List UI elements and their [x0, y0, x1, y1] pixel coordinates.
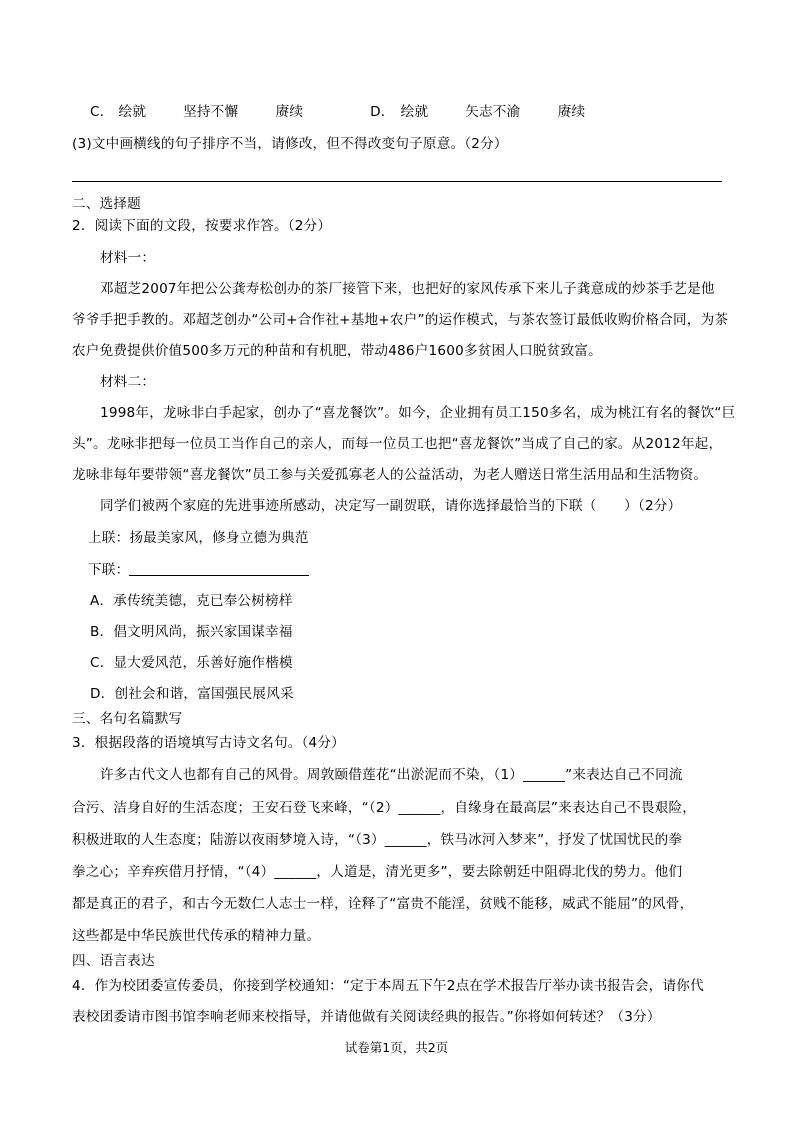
prev-options-row: [90, 102, 742, 122]
couplet-upper: 上联：扬最美家风，修身立德为典范: [88, 530, 309, 546]
material2-line-3: 龙咏非每年要带领“喜龙餐饮”员工参与关爱孤寡老人的公益活动，为老人赠送日常生活用品和生活物资。: [72, 467, 708, 483]
material2-line-2: 头”。龙咏非把每一位员工当作自己的亲人，而每一位员工也把“喜龙餐饮”当成了自己的家。从2012年起，: [72, 436, 723, 452]
option-d-word3: 赓续: [557, 104, 586, 120]
q2-option-d: D．创社会和谐，富国强民展风采: [90, 686, 294, 702]
section3-heading: 三、名句名篇默写: [72, 711, 183, 727]
material2-line-1: 1998年，龙咏非白手起家，创办了“喜龙餐饮”。如今，企业拥有员工150多名，成为桃江有名的餐饮“巨: [100, 405, 736, 421]
couplet-lower: [88, 559, 740, 580]
option-d-word2: 矢志不渝: [465, 104, 521, 120]
material2-label: 材料二：: [100, 374, 156, 390]
material1-line-3: 农户免费提供价值500多万元的种苗和有机肥，带动486户1600多贫困人口脱贫致富。: [72, 343, 602, 359]
option-d-letter: D．: [370, 104, 395, 120]
q3-passage-line-5: 都是真正的君子，和古今无数仁人志士一样，诠释了“富贵不能淫，贫贱不能移，威武不能屈”的风骨，: [72, 896, 694, 912]
q2-stem: 2．阅读下面的文段，按要求作答。（2分）: [72, 218, 332, 234]
q3-stem: 3．根据段落的语境填写古诗文名句。（4分）: [72, 735, 345, 751]
q3-passage-line-1: 许多古代文人也都有自己的风骨。周敦颐借莲花“出淤泥而不染，（1）______”来表达自己不同流: [100, 767, 683, 783]
option-c-word2: 坚持不懈: [183, 104, 239, 120]
q4-line-1: 4．作为校团委宣传委员，你接到学校通知：“定于本周五下午2点在学术报告厅举办读书报告会，请你代: [72, 978, 704, 994]
option-c-word1: 绘就: [118, 104, 147, 120]
q3-passage-line-3: 积极进取的人生态度；陆游以夜雨梦境入诗，“（3）______，铁马冰河入梦来”，抒发了忧国忧民的拳: [72, 832, 683, 848]
couplet-lower-label: 下联：: [88, 562, 130, 578]
q3-passage-line-4: 拳之心；辛弃疾借月抒情，“（4）______，人道是，清光更多”，要去除朝廷中阻碍北伐的势力。他们: [72, 864, 683, 880]
couplet-lower-blank: [129, 559, 309, 576]
option-c-word3: 赓续: [275, 104, 304, 120]
answer-line: [72, 181, 722, 182]
material1-line-1: 邓超芝2007年把公公龚寿松创办的茶厂接管下来，也把好的家风传承下来儿子龚意成的炒茶手艺是他: [100, 281, 715, 297]
q3-instruction: (3)文中画横线的句子排序不当，请修改，但不得改变句子原意。（2分）: [72, 136, 508, 152]
section4-heading: 四、语言表达: [72, 953, 155, 969]
q3-passage-line-2: 合污、洁身自好的生活态度；王安石登飞来峰，“（2）______，自缘身在最高层”来表达自己不畏艰险，: [72, 800, 697, 816]
page-footer: 试卷第1页，共2页: [344, 1040, 449, 1055]
material1-label: 材料一：: [100, 250, 156, 266]
option-d-word1: 绘就: [400, 104, 429, 120]
q4-line-2: 表校团委请市图书馆李响老师来校指导，并请他做有关阅读经典的报告。”你将如何转述？（3分）: [72, 1009, 661, 1025]
q2-option-c: C．显大爱风范，乐善好施作楷模: [90, 655, 293, 671]
q2-option-b: B．倡文明风尚，振兴家国谋幸福: [90, 624, 293, 640]
material1-line-2: 爷爷手把手教的。邓超芝创办“公司+合作社+基地+农户”的运作模式，与茶农签订最低收购价格合同，为茶: [72, 312, 729, 328]
q2-task: 同学们被两个家庭的先进事迹所感动，决定写一副贺联，请你选择最恰当的下联（ ）（2分）: [100, 498, 682, 514]
q2-option-a: A．承传统美德，克已奉公树榜样: [90, 593, 293, 609]
option-c-letter: C．: [90, 104, 114, 120]
q3-passage-line-6: 这些都是中华民族世代传承的精神力量。: [72, 928, 321, 944]
section2-heading: 二、选择题: [72, 196, 141, 212]
